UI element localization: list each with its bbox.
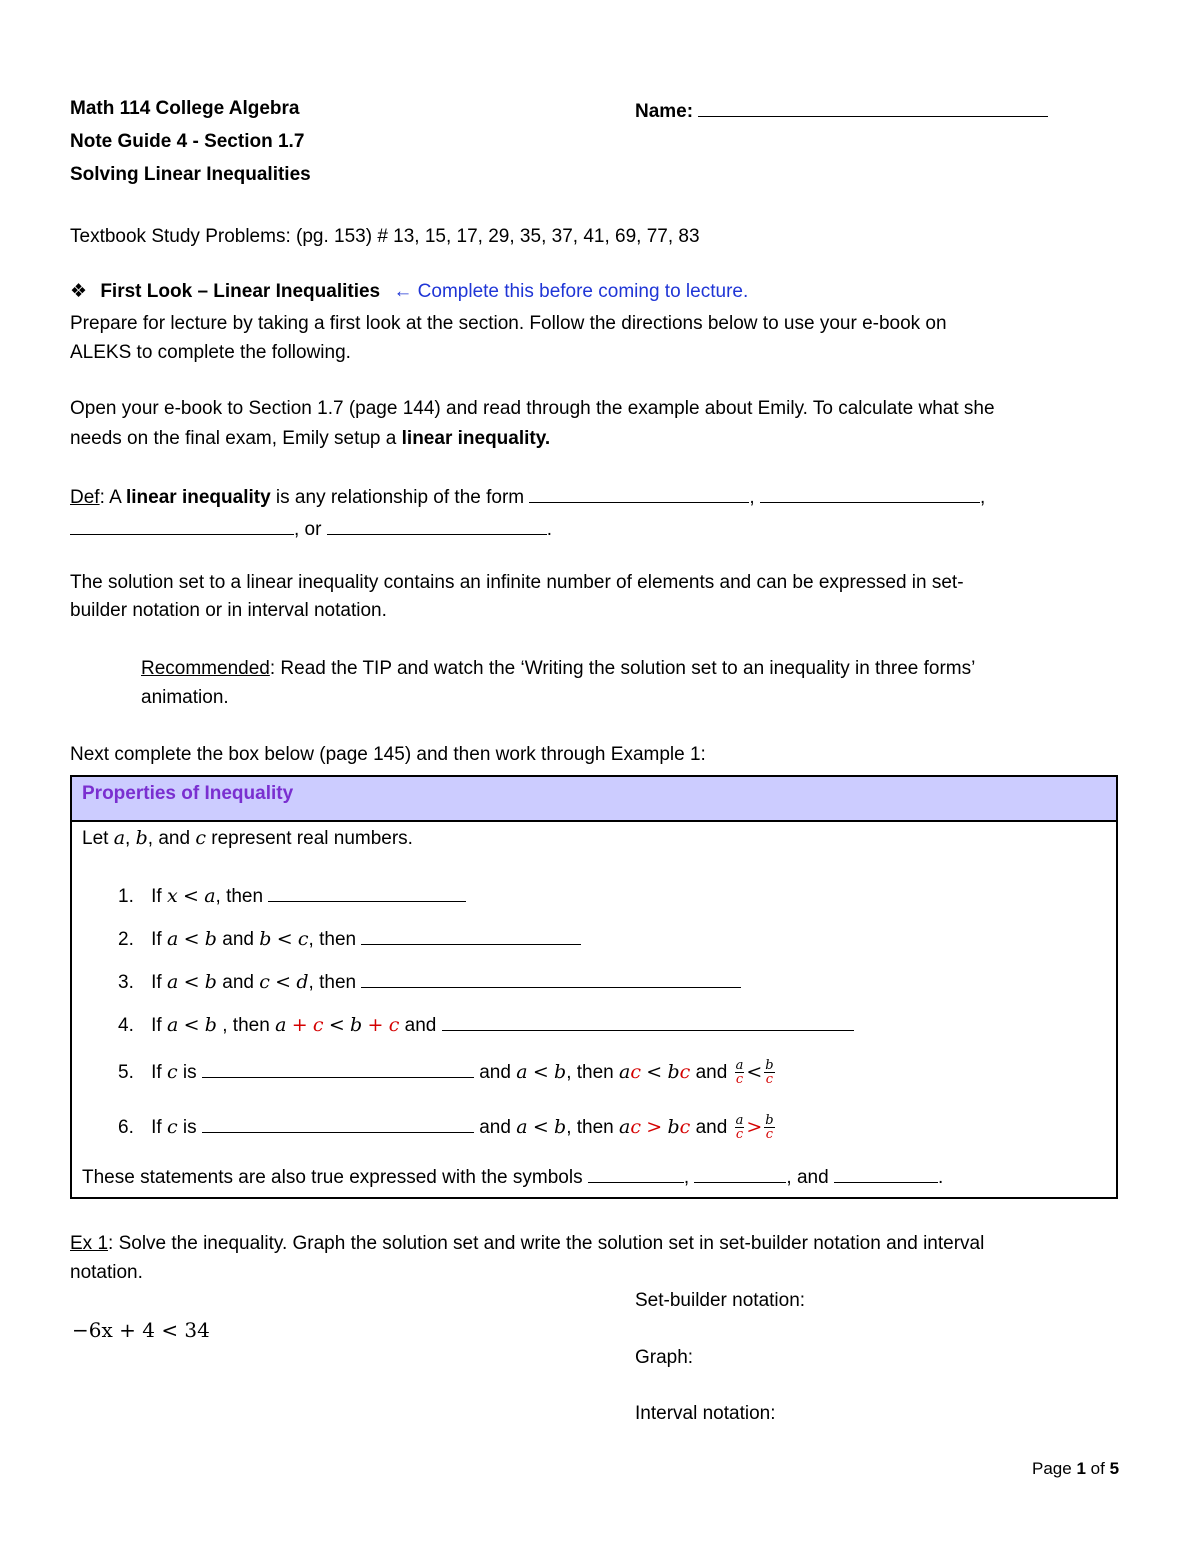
property-and: and <box>222 972 254 993</box>
properties-box <box>70 775 1118 1199</box>
recommended-text: : Read the TIP and watch the ‘Writing the solution set to an inequality in three forms’ <box>269 658 976 679</box>
property-and-2: and <box>695 1117 728 1138</box>
property-if: If <box>151 1062 162 1083</box>
first-look-heading <box>70 280 748 303</box>
property-number: 1. <box>118 886 134 907</box>
interval-label: Interval notation: <box>635 1403 776 1424</box>
solution-set-line-2: builder notation or in interval notation. <box>70 600 387 621</box>
def-label: Def <box>70 487 100 508</box>
property-then: then <box>319 972 357 993</box>
name-label: Name: <box>635 101 694 122</box>
definition-line-1 <box>70 484 985 509</box>
property-then: then <box>576 1117 614 1138</box>
page-current: 1 <box>1076 1459 1086 1478</box>
graph-label: Graph: <box>635 1347 694 1368</box>
open-ebook-text: needs on the final exam, Emily setup a <box>70 428 402 449</box>
study-problems: Textbook Study Problems: (pg. 153) # 13, 15, 17, 29, 35, 37, 41, 69, 77, 83 <box>70 226 700 247</box>
def-text-a: : A <box>99 487 126 508</box>
property-then: , then <box>222 1015 270 1036</box>
footer-text-a: These statements are also true expressed with the symbols <box>82 1167 583 1188</box>
page-total: 5 <box>1109 1459 1120 1478</box>
example-inequality: −6x + 4 < 34 <box>72 1318 210 1342</box>
def-blank-4[interactable] <box>327 516 547 535</box>
def-text-c: is any relationship of the form <box>270 487 525 508</box>
properties-box-title: Properties of Inequality <box>82 783 294 804</box>
property-5-blank[interactable] <box>202 1059 474 1078</box>
property-is: is <box>182 1062 197 1083</box>
topic-title: Solving Linear Inequalities <box>70 164 311 185</box>
page-of: of <box>1090 1459 1105 1478</box>
property-4-blank[interactable] <box>442 1012 854 1031</box>
intro-text-a: Let <box>82 828 114 849</box>
first-look-note: ← Complete this before coming to lecture. <box>393 281 749 302</box>
intro-text-b: and <box>158 828 191 849</box>
property-number: 3. <box>118 972 134 993</box>
first-look-title: First Look – Linear Inequalities <box>100 281 381 302</box>
properties-box-header <box>72 777 1116 822</box>
property-and: and <box>404 1015 437 1036</box>
property-and: and <box>222 929 254 950</box>
property-if: If <box>151 972 162 993</box>
def-sep-2: , <box>979 487 986 508</box>
property-6: 6. If c is and a < b, then ac > bc and $\frac{a}{c}$ > $\frac{b}{c}$ <box>118 1113 774 1143</box>
example-line-2: notation. <box>70 1262 143 1283</box>
property-3: 3. If a < b and c < d, then <box>118 969 741 994</box>
property-number: 5. <box>118 1062 134 1083</box>
property-number: 6. <box>118 1117 134 1138</box>
linear-inequality-term: linear inequality. <box>401 428 551 449</box>
guide-title: Note Guide 4 - Section 1.7 <box>70 131 305 152</box>
example-text: : Solve the inequality. Graph the solution set and write the solution set in set-builder notation and interval <box>108 1233 985 1254</box>
property-2: 2. If a < b and b < c, then <box>118 926 581 951</box>
prepare-line-2: ALEKS to complete the following. <box>70 342 351 363</box>
footer-end: . <box>937 1167 944 1188</box>
intro-text-c: represent real numbers. <box>211 828 413 849</box>
property-2-blank[interactable] <box>361 926 581 945</box>
set-builder-label: Set-builder notation: <box>635 1290 806 1311</box>
next-instruction: Next complete the box below (page 145) and then work through Example 1: <box>70 744 706 765</box>
definition-line-2 <box>70 516 552 541</box>
property-1: 1. If x < a, then <box>118 883 466 908</box>
prepare-line-1: Prepare for lecture by taking a first look at the section. Follow the directions below to use your e-book on <box>70 313 947 334</box>
solution-set-line-1: The solution set to a linear inequality contains an infinite number of elements and can be expressed in set- <box>70 572 964 593</box>
property-if: If <box>151 929 162 950</box>
property-4: 4. If a < b , then a + c < b + c and <box>118 1012 854 1037</box>
property-1-blank[interactable] <box>268 883 466 902</box>
property-if: If <box>151 1015 162 1036</box>
property-number: 4. <box>118 1015 134 1036</box>
property-then: then <box>319 929 357 950</box>
property-if: If <box>151 1117 162 1138</box>
symbol-blank-2[interactable] <box>694 1164 786 1183</box>
property-and: and <box>479 1117 511 1138</box>
symbol-blank-3[interactable] <box>834 1164 938 1183</box>
name-blank[interactable] <box>698 98 1048 117</box>
def-blank-1[interactable] <box>529 484 749 503</box>
page-number <box>1032 1459 1119 1479</box>
fraction-b-over-c: $\frac{b}{c}$ <box>765 1113 774 1143</box>
example-label: Ex 1 <box>70 1233 109 1254</box>
page-word: Page <box>1032 1459 1072 1478</box>
example-line-1 <box>70 1233 984 1255</box>
fraction-a-over-c: $\frac{a}{c}$ <box>735 1113 744 1143</box>
recommended-label: Recommended <box>141 658 270 679</box>
open-ebook-line-1: Open your e-book to Section 1.7 (page 144) and read through the example about Emily. To calculate what she <box>70 398 995 419</box>
property-3-blank[interactable] <box>361 969 741 988</box>
fraction-a-over-c: $\frac{a}{c}$ <box>735 1058 744 1088</box>
property-and: and <box>479 1062 511 1083</box>
def-blank-3[interactable] <box>70 516 294 535</box>
open-ebook-line-2 <box>70 428 550 450</box>
footer-and: , and <box>786 1167 829 1188</box>
property-number: 2. <box>118 929 134 950</box>
fraction-b-over-c: $\frac{b}{c}$ <box>765 1058 774 1088</box>
def-term: linear inequality <box>126 487 271 508</box>
property-and-2: and <box>695 1062 728 1083</box>
recommended-line-2: animation. <box>141 687 229 708</box>
diamond-bullet-icon: ❖ <box>70 281 88 302</box>
symbol-blank-1[interactable] <box>588 1164 684 1183</box>
def-end: . <box>546 519 553 540</box>
property-is: is <box>182 1117 197 1138</box>
def-blank-2[interactable] <box>760 484 980 503</box>
property-then: then <box>226 886 264 907</box>
def-or: , or <box>294 519 322 540</box>
def-sep-1: , <box>749 487 755 508</box>
recommended-line-1 <box>141 658 975 680</box>
property-6-blank[interactable] <box>202 1114 474 1133</box>
property-if: If <box>151 886 162 907</box>
name-field <box>635 98 1048 123</box>
property-then: then <box>576 1062 614 1083</box>
property-5: 5. If c is and a < b, then ac < bc and $\frac{a}{c}$ < $\frac{b}{c}$ <box>118 1058 774 1088</box>
footer-sep-1: , <box>683 1167 690 1188</box>
course-title: Math 114 College Algebra <box>70 98 300 119</box>
properties-footer <box>82 1164 943 1189</box>
properties-intro: Let a, b, and c represent real numbers. <box>82 827 413 849</box>
